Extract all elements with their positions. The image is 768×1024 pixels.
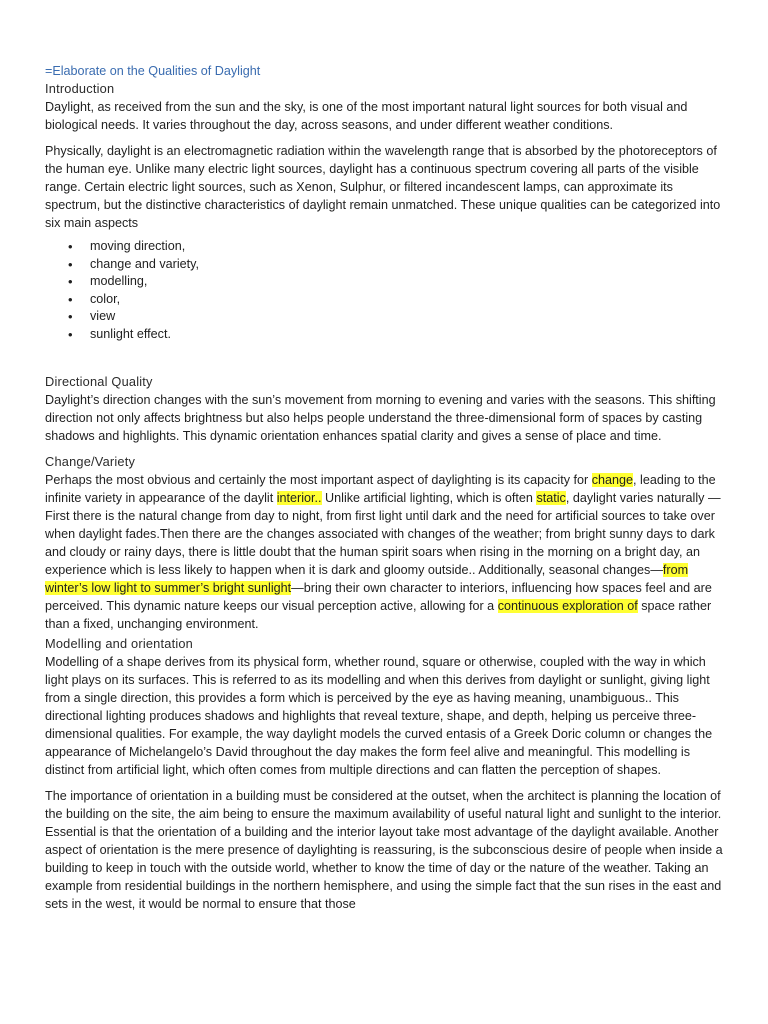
directional-paragraph: Daylight’s direction changes with the sun’s movement from morning to evening and varies with the seasons. This shifting direction not only affects brightness but also helps people understand the three-dimensional form of spaces by casting shadows and highlights. This dynamic orientation enhances spatial clarity and gives a sense of place and time. xyxy=(45,393,716,443)
highlight-seasonal: from winter’s low light to summer’s bright sunlight xyxy=(45,563,689,595)
list-item: • view xyxy=(45,308,724,326)
highlight-continuous-exploration: continuous exploration of xyxy=(497,599,638,613)
aspects-list xyxy=(45,238,724,343)
heading-modelling-orientation: Modelling and orientation xyxy=(45,636,193,651)
heading-change-variety: Change/Variety xyxy=(45,454,136,469)
intro-paragraph-1: Daylight, as received from the sun and the sky, is one of the most important natural light sources for both visual and biological needs. It varies throughout the day, across seasons, and under different weather conditions. xyxy=(45,100,688,132)
highlight-interior: interior.. xyxy=(276,491,322,505)
document-title: =Elaborate on the Qualities of Daylight xyxy=(45,64,261,78)
text-run: Perhaps the most obvious and certainly the most important aspect of daylighting is its capacity for xyxy=(45,473,592,487)
modelling-paragraph-2: The importance of orientation in a building must be considered at the outset, when the architect is planning the location of the building on the site, the aim being to ensure the maximum availability of useful natural light and sunlight to the interior. Essential is that the orientation of a building and the interior layout take most advantage of the daylight available. Another aspect of orientation is the mere presence of daylighting is reassuring, is the subconscious desire of people when inside a building to keep in touch with the outside world, whether to know the time of day or the nature of the weather. Taking an example from residential buildings in the northern hemisphere, and using the simple fact that the sun rises in the east and sets in the west, it would be normal to ensure that those xyxy=(45,789,723,911)
text-run: —bring their own character to interiors, influencing how spaces feel and are perceived. This dynamic nature keeps our visual perception active, allowing for a xyxy=(45,581,712,613)
list-item: • sunlight effect. xyxy=(45,326,724,344)
list-item: • modelling, xyxy=(45,273,724,291)
heading-introduction: Introduction xyxy=(45,81,115,96)
highlight-static: static xyxy=(536,491,566,505)
intro-paragraph-2: Physically, daylight is an electromagnetic radiation within the wavelength range that is absorbed by the photoreceptors of the human eye. Unlike many electric light sources, daylight has a continuous spectrum covering all parts of the visible range. Certain electric light sources, such as Xenon, Sulphur, or filtered incandescent lamps, can approximate its spectrum, but the distinctive characteristics of daylight remain unmatched. These unique qualities can be categorized into six main aspects xyxy=(45,144,721,230)
spacer xyxy=(45,343,724,373)
list-item: • color, xyxy=(45,291,724,309)
text-run: , leading to the infinite variety in appearance of the daylit xyxy=(45,473,716,505)
list-item: • change and variety, xyxy=(45,256,724,274)
text-run: space rather than a fixed, unchanging environment. xyxy=(45,599,712,631)
modelling-paragraph-1: Modelling of a shape derives from its physical form, whether round, square or otherwise, coupled with the way in which light plays on its surfaces. This is referred to as its modelling and when this derives from daylight or sunlight, giving light from a single direction, this provides a form which is perceived by the eye as having meaning, unambiguous.. This directional lighting produces shadows and highlights that reveal texture, shape, and depth, helping us perceive three-dimensional qualities. For example, the way daylight models the curved entasis of a Greek Doric column or changes the appearance of Michelangelo’s David throughout the day makes the form feel alive and meaningful. This modelling is distinct from artificial light, which often comes from multiple directions and can flatten the perception of shapes. xyxy=(45,655,713,777)
highlight-change: change xyxy=(591,473,634,487)
text-run: Unlike artificial lighting, which is often xyxy=(321,491,537,505)
heading-directional-quality: Directional Quality xyxy=(45,374,153,389)
change-paragraph xyxy=(45,471,724,633)
text-run: , daylight varies naturally — First there is the natural change from day to night, from first light until dark and the need for artificial sources to take over when daylight fades.Then there are the changes associated with changes of the weather; from bright sunny days to dark and cloudy or rainy days, there is little doubt that the human spirit soars when rising in the morning on a bright day, an experience which is less likely to happen when it is dark and gloomy outside.. Additionally, seasonal changes— xyxy=(45,491,721,577)
list-item: • moving direction, xyxy=(45,238,724,256)
